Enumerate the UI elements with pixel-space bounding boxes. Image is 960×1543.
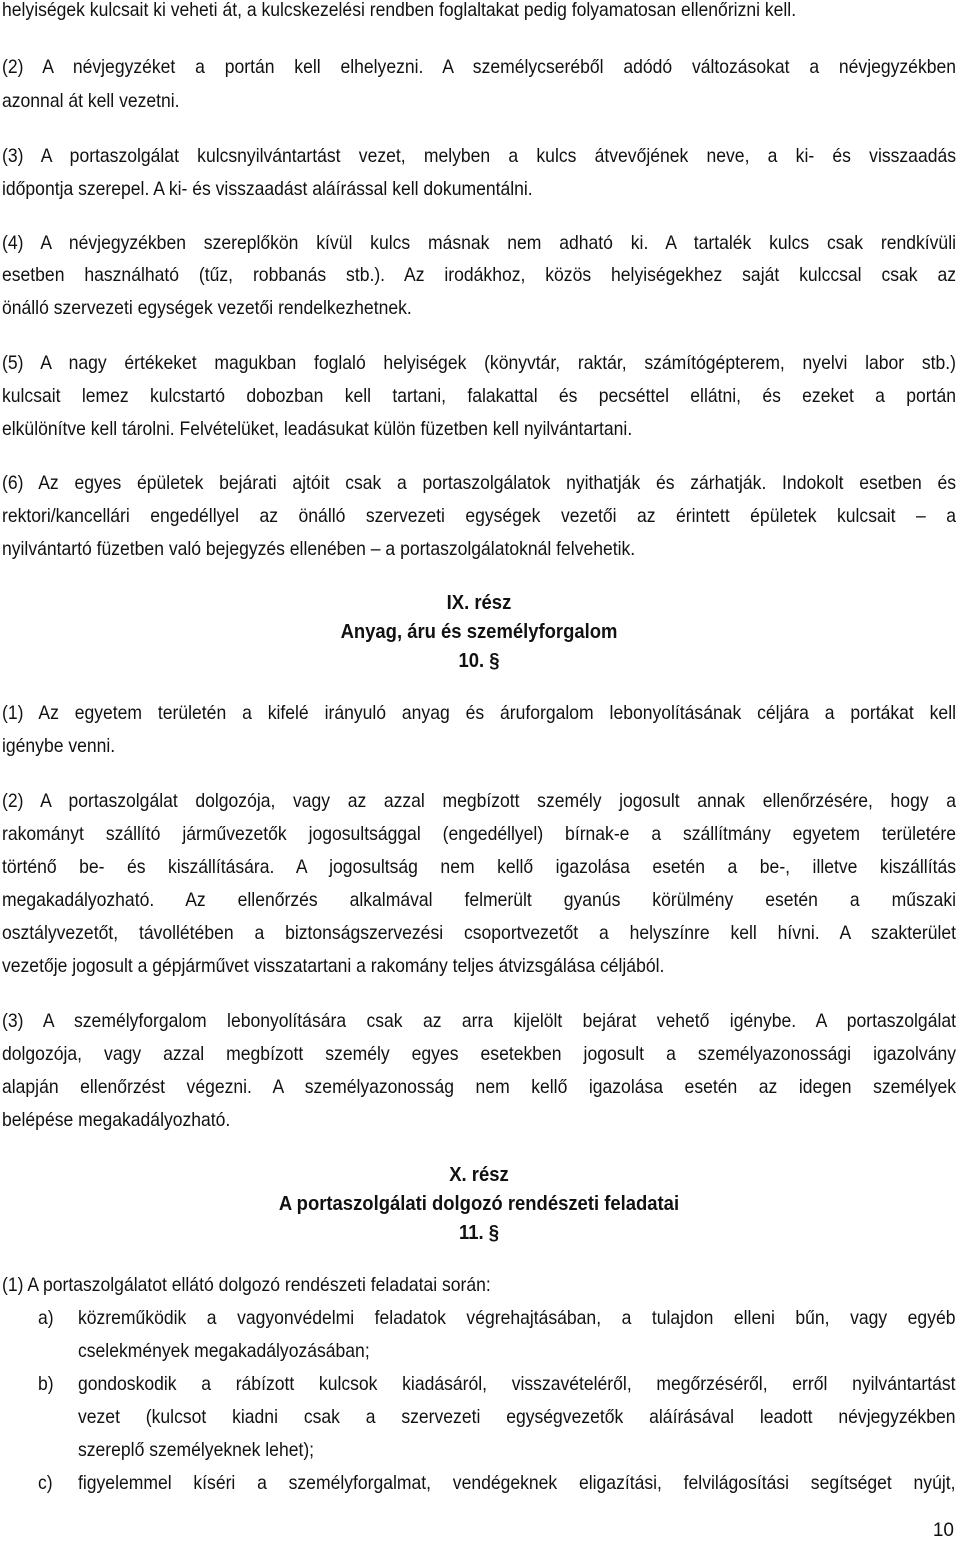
paragraph-line: helyiségek kulcsait ki veheti át, a kulcskezelési rendben foglaltakat pedig folyamatosan ellenőrizni kell. bbox=[2, 0, 797, 21]
list-item-line: szereplő személyeknek lehet); bbox=[78, 1439, 315, 1461]
paragraph-line: dolgozója, vagy azzal megbízott személy egyes esetekben jogosult a személyazonossági igazolvány bbox=[2, 1043, 956, 1065]
paragraph-line: belépése megakadályozható. bbox=[2, 1109, 231, 1131]
paragraph-line: (2) A névjegyzéket a portán kell elhelyezni. A személycseréből adódó változásokat a névjegyzékben bbox=[2, 56, 956, 78]
paragraph-line: (4) A névjegyzékben szereplőkön kívül kulcs másnak nem adható ki. A tartalék kulcs csak rendkívüli bbox=[2, 232, 956, 254]
section-title-heading: Anyag, áru és személyforgalom bbox=[340, 620, 618, 643]
paragraph-line: kulcsait lemez kulcstartó dobozban kell tartani, falakattal és pecséttel ellátni, és ezeket a portán bbox=[2, 385, 956, 407]
paragraph-line: (1) Az egyetem területén a kifelé irányuló anyag és áruforgalom lebonyolításának céljára a portákat kell bbox=[2, 702, 956, 724]
paragraph-line: időpontja szerepel. A ki- és visszaadást aláírással kell dokumentálni. bbox=[2, 178, 533, 200]
page-number: 10 bbox=[932, 1520, 954, 1541]
section-part-heading: IX. rész bbox=[446, 591, 512, 614]
paragraph-line: rakományt szállító járművezetők jogosultsággal (engedéllyel) bírnak-e a szállítmány egyetem területére bbox=[2, 823, 956, 845]
paragraph-line: igénybe venni. bbox=[2, 735, 116, 757]
list-item-line: gondoskodik a rábízott kulcsok kiadásáról, visszavételéről, megőrzéséről, erről nyilvántartást bbox=[78, 1373, 956, 1395]
paragraph-line: esetben használható (tűz, robbanás stb.). Az irodákhoz, közös helyiségekhez saját kulccsal csak az bbox=[2, 264, 956, 286]
paragraph-line: rektori/kancellári engedéllyel az önálló szervezeti egységek vezetői az érintett épületek kulcsait – a bbox=[2, 505, 956, 527]
list-marker: b) bbox=[38, 1373, 54, 1395]
paragraph-line: (6) Az egyes épületek bejárati ajtóit csak a portaszolgálatok nyithatják és zárhatják. Indokolt esetben és bbox=[2, 472, 956, 494]
paragraph-line: nyilvántartó füzetben való bejegyzés ellenében – a portaszolgálatoknál felvehetik. bbox=[2, 538, 636, 560]
paragraph-line: alapján ellenőrzést végezni. A személyazonosság nem kellő igazolása esetén az idegen személyek bbox=[2, 1076, 956, 1098]
list-item-line: figyelemmel kíséri a személyforgalmat, vendégeknek eligazítási, felvilágosítási segítséget nyújt, bbox=[78, 1472, 956, 1494]
list-item-line: közreműködik a vagyonvédelmi feladatok végrehajtásában, a tulajdon elleni bűn, vagy egyéb bbox=[78, 1307, 956, 1329]
section-part-heading: X. rész bbox=[449, 1163, 509, 1186]
paragraph-line: osztályvezetőt, távollétében a biztonságszervezési csoportvezetőt a helyszínre kell hívni. A szakterület bbox=[2, 922, 956, 944]
paragraph-line: (2) A portaszolgálat dolgozója, vagy az azzal megbízott személy jogosult annak ellenőrzésére, hogy a bbox=[2, 790, 956, 812]
paragraph-line: történő be- és kiszállítására. A jogosultság nem kellő igazolása esetén a be-, illetve kiszállítás bbox=[2, 856, 956, 878]
list-intro: (1) A portaszolgálatot ellátó dolgozó rendészeti feladatai során: bbox=[2, 1274, 491, 1296]
paragraph-line: elkülönítve kell tárolni. Felvételüket, leadásukat külön füzetben kell nyilvántartani. bbox=[2, 418, 633, 440]
paragraph-line: vezetője jogosult a gépjárművet visszatartani a rakomány teljes átvizsgálása céljából. bbox=[2, 955, 665, 977]
list-marker: c) bbox=[38, 1472, 53, 1494]
paragraph-line: (3) A személyforgalom lebonyolítására csak az arra kijelölt bejárat vehető igénybe. A portaszolgálat bbox=[2, 1010, 956, 1032]
paragraph-line: azonnal át kell vezetni. bbox=[2, 90, 180, 112]
paragraph-line: (5) A nagy értékeket magukban foglaló helyiségek (könyvtár, raktár, számítógépterem, nyelvi labor stb.) bbox=[2, 352, 956, 374]
paragraph-line: megakadályozható. Az ellenőrzés alkalmával felmerült gyanús körülmény esetén a műszaki bbox=[2, 889, 956, 911]
paragraph-number-heading: 10. § bbox=[458, 649, 500, 672]
paragraph-number-heading: 11. § bbox=[458, 1221, 500, 1244]
section-title-heading: A portaszolgálati dolgozó rendészeti feladatai bbox=[278, 1192, 680, 1215]
list-item-line: cselekmények megakadályozásában; bbox=[78, 1340, 370, 1362]
paragraph-line: önálló szervezeti egységek vezetői rendelkezhetnek. bbox=[2, 297, 412, 319]
list-marker: a) bbox=[38, 1307, 54, 1329]
paragraph-line: (3) A portaszolgálat kulcsnyilvántartást vezet, melyben a kulcs átvevőjének neve, a ki- és visszaadás bbox=[2, 145, 956, 167]
list-item-line: vezet (kulcsot kiadni csak a szervezeti egységvezetők aláírásával leadott névjegyzékben bbox=[78, 1406, 956, 1428]
